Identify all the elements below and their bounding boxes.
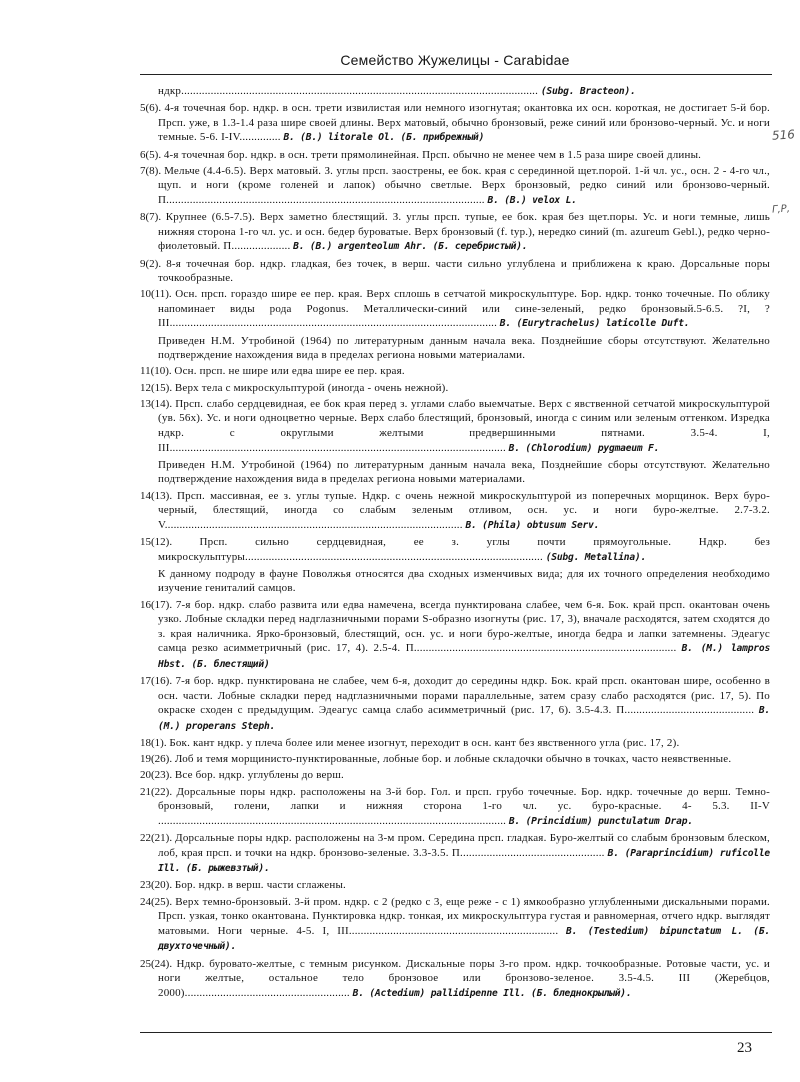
taxon-name: B. (B.) litorale Ol. (Б. прибрежный) — [283, 132, 485, 144]
couplet-text: Приведен Н.М. Утробиной (1964) по литературным данным начала века. Позднейшие сборы отсутствуют. Желательно подтверждение нахождения вида в пределах региона новыми материалами. — [158, 334, 770, 362]
taxon-name: (Subg. Metallina). — [545, 551, 647, 563]
couplet-number: 7(8). — [140, 164, 162, 177]
key-couplet — [140, 489, 770, 534]
couplet-text: Ндкр. буровато-желтые, с темным рисунком. Дискальные поры 3-го пром. ндкр. точкообразные. Ротовые части, ус. и ноги желтые, остальное тело бронзовое или бронзово-зеленое. 3.5-4.5. III (Жеребцов, 2000)........................................................ — [158, 957, 771, 999]
taxon-name: B. (Eurytrachelus) laticolle Duft. — [499, 318, 690, 330]
couplet-number: 21(22). — [140, 785, 173, 798]
key-couplet — [140, 831, 770, 877]
couplet-text: Прсп. массивная, ее з. углы тупые. Ндкр. с очень нежной микроскульптурой из поперечных морщинок. Верх буро-черный, блестящий, иногда со слабым зеленым отливом, осн. ус. и ноги буро-желтые. 2.7-3.2. V..................................................................................................... — [158, 489, 770, 531]
couplet-number: 19(26). — [140, 753, 173, 766]
couplet-text: Бор. ндкр. в верш. части сглажены. — [174, 879, 347, 892]
key-note — [140, 334, 770, 363]
couplet-number: 6(5). — [140, 148, 162, 161]
couplet-text: Мельче (4.4-6.5). Верх матовый. З. углы прсп. заострены, ее бок. края с серединной щет.порой. 1-й чл. ус., осн. 2 - 4-го чл., щуп. и ноги (кроме голеней и лапок) обычно светлые. Верх бронзовый, редко синий или бронзово-черный. П............................................................................................................ — [158, 164, 770, 206]
couplet-text: Приведен Н.М. Утробиной (1964) по литературным данным начала века, Позднейшие сборы отсутствуют. Желательно подтверждение нахождения вида в пределах региона новыми материалами. — [158, 458, 770, 486]
key-couplet — [140, 768, 770, 783]
couplet-number: 17(16). — [140, 675, 173, 688]
couplet-text: Дорсальные поры ндкр. расположены на 3-й бор. Гол. и прсп. грубо точечные. Бор. ндкр. точечные до верш. Темно-бронзовый, голени, лапки и нижняя сторона 1-го чл. ус. буро-красные. 4- 5.3. II-V ...................................................................................................................... — [158, 785, 770, 827]
key-couplet — [140, 674, 770, 734]
couplet-number: 24(25). — [140, 895, 173, 908]
couplet-text: Лоб и темя морщинисто-пунктированные, лобные бор. и лобные складочки обычно в точках, часто неявственные. — [174, 753, 732, 766]
couplet-text: Осн. прсп. не шире или едва шире ее пер. края. — [174, 365, 405, 378]
couplet-text: 8-я точечная бор. ндкр. гладкая, без точек, в верш. части сильно углублена и приближена к краю. Дорсальные поры точкообразные. — [158, 257, 770, 285]
key-note — [140, 84, 770, 100]
couplet-number: 15(12). — [140, 535, 173, 548]
couplet-text: 4-я точечная бор. ндкр. в осн. трети прямолинейная. Прсп. обычно не менее чем в 1.5 раза шире своей длины. — [163, 148, 702, 161]
taxon-name: B. (B.) argenteolum Ahr. (Б. серебристый). — [293, 241, 528, 253]
couplet-number: 20(23). — [140, 769, 173, 782]
header-rule — [140, 74, 772, 75]
key-couplet — [140, 164, 770, 209]
taxon-name: B. (Phila) obtusum Serv. — [465, 519, 600, 531]
margin-note: 516 — [771, 127, 796, 143]
taxon-name: B. (Chlorodium) pygmaeum F. — [508, 442, 660, 454]
taxon-name: B. (M.) lampros Hbst. (Б. блестящий) — [158, 643, 771, 670]
couplet-text: Дорсальные поры ндкр. расположены на 3-м пром. Середина прсп. гладкая. Буро-желтый со слабым бронзовым блеском, лоб, края прсп. и точки на ндкр. бронзово-зеленые. 3.3-3.5. П................................................. — [158, 831, 770, 859]
couplet-number: 14(13). — [140, 489, 173, 502]
couplet-number: 8(7). — [140, 211, 162, 224]
key-couplet — [140, 287, 770, 332]
couplet-number: 11(10). — [140, 365, 172, 378]
key-couplet — [140, 736, 770, 751]
couplet-text: Верх тела с микроскульптурой (иногда - очень нежной). — [174, 381, 449, 394]
couplet-number: 9(2). — [140, 257, 162, 270]
couplet-text: К данному подроду в фауне Поволжья относятся два сходных изменчивых вида; для их точного определения необходимо изучение гениталий самцов. — [158, 567, 770, 595]
couplet-number: 16(17). — [140, 598, 173, 611]
key-couplet — [140, 101, 770, 146]
page-number: 23 — [737, 1040, 752, 1056]
couplet-number: 10(11). — [140, 288, 172, 301]
couplet-text: 7-я бор. ндкр. пунктирована не слабее, чем 6-я, доходит до середины ндкр. Бок. край прсп. окантован шире, особенно в осн. части. Лобные складки перед надглазничными порами параллельные, затем сразу слабо расходятся (рис. 17, 5). По окраске сходен с предыдущим. Эдеагус самца слабо асимметричный (рис. 17, 6). 3.5-4.3. П............................................ — [158, 675, 770, 717]
key-couplet — [140, 148, 770, 163]
couplet-number: 12(15). — [140, 381, 173, 394]
key-couplet — [140, 210, 770, 255]
taxon-name: B. (Paraprincidium) ruficolle Ill. (Б. рыжевзтый). — [158, 847, 770, 875]
key-note — [140, 567, 770, 596]
key-couplet — [140, 535, 770, 565]
couplet-text: 4-я точечная бор. ндкр. в осн. трети извилистая или немного изогнутая; окантовка их осн. короткая, не достигает 5-й бор. Прсп. уже, в 1.3-1.4 раза шире своей длины. Верх матовый, обычно бронзовый, реже синий или бронзово-черный. Ус. и ноги темные. 5-6. I-IV.............. — [158, 102, 770, 144]
key-text — [140, 84, 770, 1003]
key-couplet — [140, 598, 770, 673]
couplet-text: Прсп. сильно сердцевидная, ее з. углы почти прямоугольные. Ндкр. без микроскульптуры..................................................................................................... — [158, 535, 770, 563]
taxon-name: B. (M.) properans Steph. — [158, 705, 771, 732]
couplet-number: 13(14). — [140, 397, 173, 410]
couplet-text: Прсп. слабо сердцевидная, ее бок края перед з. углами слабо выемчатые. Верх с явственной сетчатой микроскульптурой (ув. 56х). Ус. и ноги одноцветно черные. Верх слабо блестящий, бронзовый, иногда с синим или зеленым оттенком. Изредка ндкр. с округлыми желтыми предвершинными пятнами. 3.5-4. I, III.................................................................................................................. — [158, 397, 771, 454]
taxon-name: (Subg. Bracteon). — [540, 86, 636, 97]
key-note — [140, 458, 770, 487]
key-couplet — [140, 878, 770, 893]
couplet-number: 22(21). — [140, 831, 173, 844]
couplet-text: Крупнее (6.5-7.5). Верх заметно блестящий. З. углы прсп. тупые, ее бок. края без щет.поры. Ус. и ноги темные, лишь нижняя сторона 1-го чл. ус. и осн. бедер буроватые. Верх бронзовый (f. typ.), нередко синий (m. azureum Gebl.), редко черно-фиолетовый. П.................... — [158, 211, 771, 253]
taxon-name: B. (Actedium) pallidipenne Ill. (Б. бледнокрылый). — [352, 987, 632, 999]
couplet-number: 23(20). — [140, 879, 173, 892]
couplet-text: 7-я бор. ндкр. слабо развита или едва намечена, всегда пунктирована слабее, чем 6-я. Бок. край прсп. окантован очень узко. Лобные складки перед надглазничными порами S-образно изогнуты (рис. 17, 3), вначале расходятся, затем сходятся до з. края наличника. Ярко-бронзовый, блестящий, осн. ус. и ноги буро-желтые, иногда бедра и лапки затемнены. Эдеагус самца резко асимметричный (рис. 17, 4). 2.5-4. П......................................................................................... — [158, 598, 770, 655]
key-couplet — [140, 364, 770, 379]
taxon-name: B. (Princidium) punctulatum Drap. — [508, 815, 693, 827]
taxon-name: B. (Testedium) bipunctatum L. (Б. двухточечный). — [158, 925, 771, 953]
couplet-text: Бок. кант ндкр. у плеча более или менее изогнут, переходит в осн. кант без явственного угла (рис. 17, 2). — [169, 737, 680, 750]
running-header: Семейство Жужелицы - Carabidae — [340, 52, 570, 68]
key-couplet — [140, 785, 770, 830]
footer-rule — [140, 1032, 772, 1033]
couplet-number: 18(1). — [140, 737, 167, 750]
taxon-name: B. (B.) velox L. — [487, 194, 577, 206]
key-couplet — [140, 895, 770, 955]
couplet-text: Осн. прсп. гораздо шире ее пер. края. Верх сплошь в сетчатой микроскульптуре. Бор. ндкр. тонко точечные. По облику напоминает виды рода Pogonus. Металлически-синий или сине-зеленый, редко бронзовый.5-6.5. ?I, ?III............................................................................................................... — [158, 288, 770, 330]
key-couplet — [140, 752, 770, 767]
couplet-text: Верх темно-бронзовый. 3-й пром. ндкр. с 2 (редко с 3, еще реже - с 1) ямкообразно углубленными дискальными порами. Прсп. узкая, тонко окантована. Пунктировка ндкр. тонкая, их микроскульптура густая и равномерная, отчего ндкр. выглядят матовыми. Ноги черные. 4-5. I, III....................................................................... — [158, 895, 770, 937]
key-couplet — [140, 397, 770, 456]
key-couplet — [140, 957, 770, 1002]
couplet-text: Все бор. ндкр. углублены до верш. — [174, 769, 344, 782]
couplet-number: 25(24). — [140, 957, 173, 970]
couplet-text: ндкр......................................................................................................................... — [158, 85, 539, 97]
key-couplet — [140, 257, 770, 286]
couplet-number: 5(6). — [140, 102, 162, 115]
key-couplet — [140, 381, 770, 396]
margin-note: Г,Р, — [771, 203, 791, 216]
